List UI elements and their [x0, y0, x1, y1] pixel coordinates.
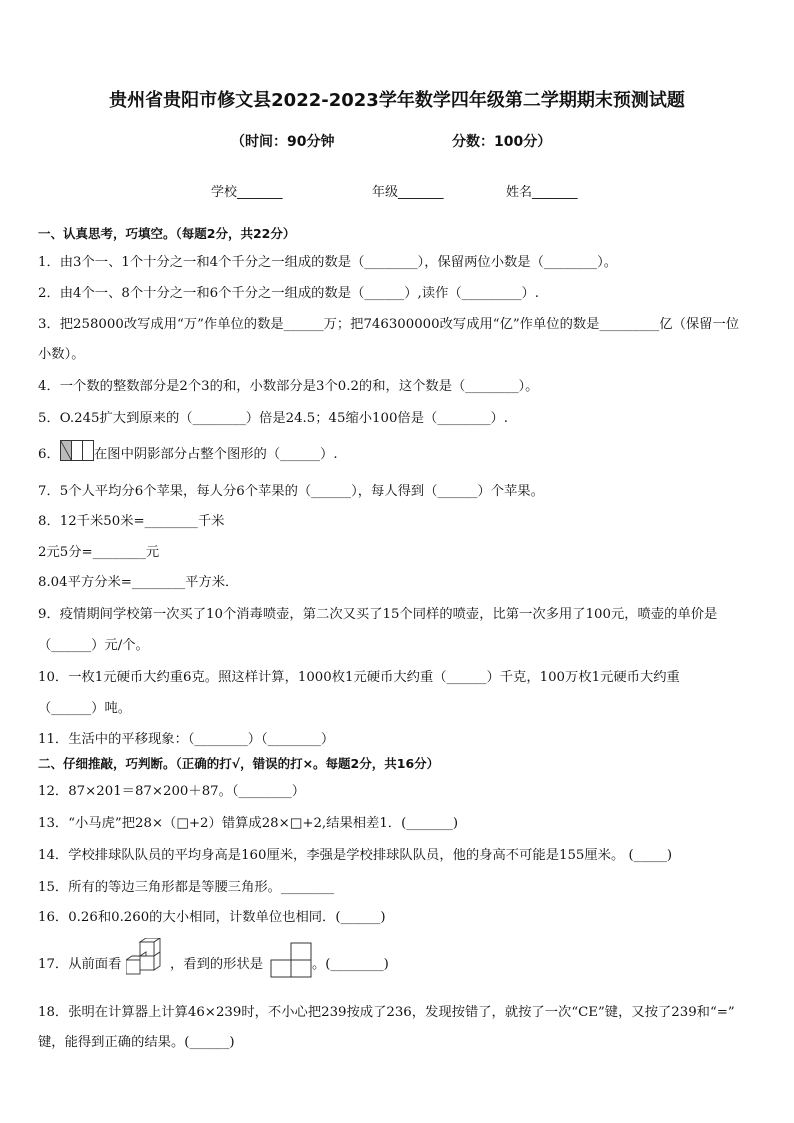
question-15: 15．所有的等边三角形都是等腰三角形。________ [38, 880, 335, 895]
question-1: 1．由3个一、1个十分之一和4个千分之一组成的数是（________），保留两位小数是（________）。 [38, 255, 618, 270]
question-11: 11．生活中的平移现象：（________）（________） [38, 732, 335, 747]
question-3-line-1: 3．把258000改写成用“万”作单位的数是______万；把746300000改写成用“亿”作单位的数是_________亿（保留一位 [38, 317, 740, 332]
front-view-figure [270, 942, 312, 978]
question-13: 13．“小马虎”把28×（□+2）错算成28×□+2,结果相差1．(_______) [38, 816, 459, 831]
question-10-line-2: （______）吨。 [38, 701, 132, 716]
cube-stack-figure [126, 938, 162, 976]
question-9-line-2: （______）元/个。 [38, 638, 149, 653]
question-2: 2．由4个一、8个十分之一和6个千分之一组成的数是（______）,读作（_________）. [38, 286, 540, 301]
question-5: 5．O.245扩大到原来的（________）倍是24.5；45缩小100倍是（________）. [38, 411, 509, 426]
question-7: 7．5个人平均分6个苹果，每人分6个苹果的（______），每人得到（______）个苹果。 [38, 484, 544, 499]
question-18-line-2: 键，能得到正确的结果。(______) [38, 1035, 235, 1050]
question-3-line-2: 小数）。 [38, 347, 85, 362]
section-2-heading: 二、仔细推敲，巧判断。（正确的打√，错误的打×。每题2分，共16分） [38, 756, 440, 771]
question-8-line-2: 2元5分=________元 [38, 545, 160, 560]
exam-time: （时间：90分钟 [231, 134, 335, 150]
grade-field: 年级_______ [372, 185, 444, 200]
question-4: 4．一个数的整数部分是2个3的和，小数部分是3个0.2的和，这个数是（________）。 [38, 379, 539, 394]
question-8-line-3: 8.04平方分米=________平方米． [38, 575, 239, 590]
question-6-number: 6． [38, 447, 60, 462]
question-17-part-2: ，看到的形状是 [170, 957, 264, 972]
question-17-part-3: 。(________) [312, 957, 389, 972]
page-title: 贵州省贵阳市修文县2022-2023学年数学四年级第二学期期末预测试题 [109, 90, 685, 111]
shaded-rectangle-figure [60, 440, 94, 461]
exam-score: 分数：100分） [452, 134, 552, 150]
section-1-heading: 一、认真思考，巧填空。（每题2分，共22分） [38, 226, 296, 241]
question-17-part-1: 17．从前面看 [38, 957, 122, 972]
question-16: 16．0.26和0.260的大小相同，计数单位也相同．(______) [38, 910, 386, 925]
question-6-text: 在图中阴影部分占整个图形的（______）. [94, 447, 338, 462]
question-8-line-1: 8．12千米50米=________千米 [38, 514, 225, 529]
question-18-line-1: 18．张明在计算器上计算46×239时，不小心把239按成了236，发现按错了，就按了一次“CE”键，又按了239和“=” [38, 1005, 735, 1020]
question-9-line-1: 9．疫情期间学校第一次买了10个消毒喷壶，第二次又买了15个同样的喷壶，比第一次多用了100元，喷壶的单价是 [38, 607, 718, 622]
question-14: 14．学校排球队队员的平均身高是160厘米，李强是学校排球队队员，他的身高不可能是155厘米。 (_____) [38, 848, 673, 863]
question-12: 12．87×201＝87×200＋87。（________） [38, 784, 306, 799]
name-field: 姓名_______ [506, 185, 578, 200]
school-field: 学校_______ [211, 185, 283, 200]
question-10-line-1: 10．一枚1元硬币大约重6克。照这样计算，1000枚1元硬币大约重（______）千克，100万枚1元硬币大约重 [38, 670, 680, 685]
